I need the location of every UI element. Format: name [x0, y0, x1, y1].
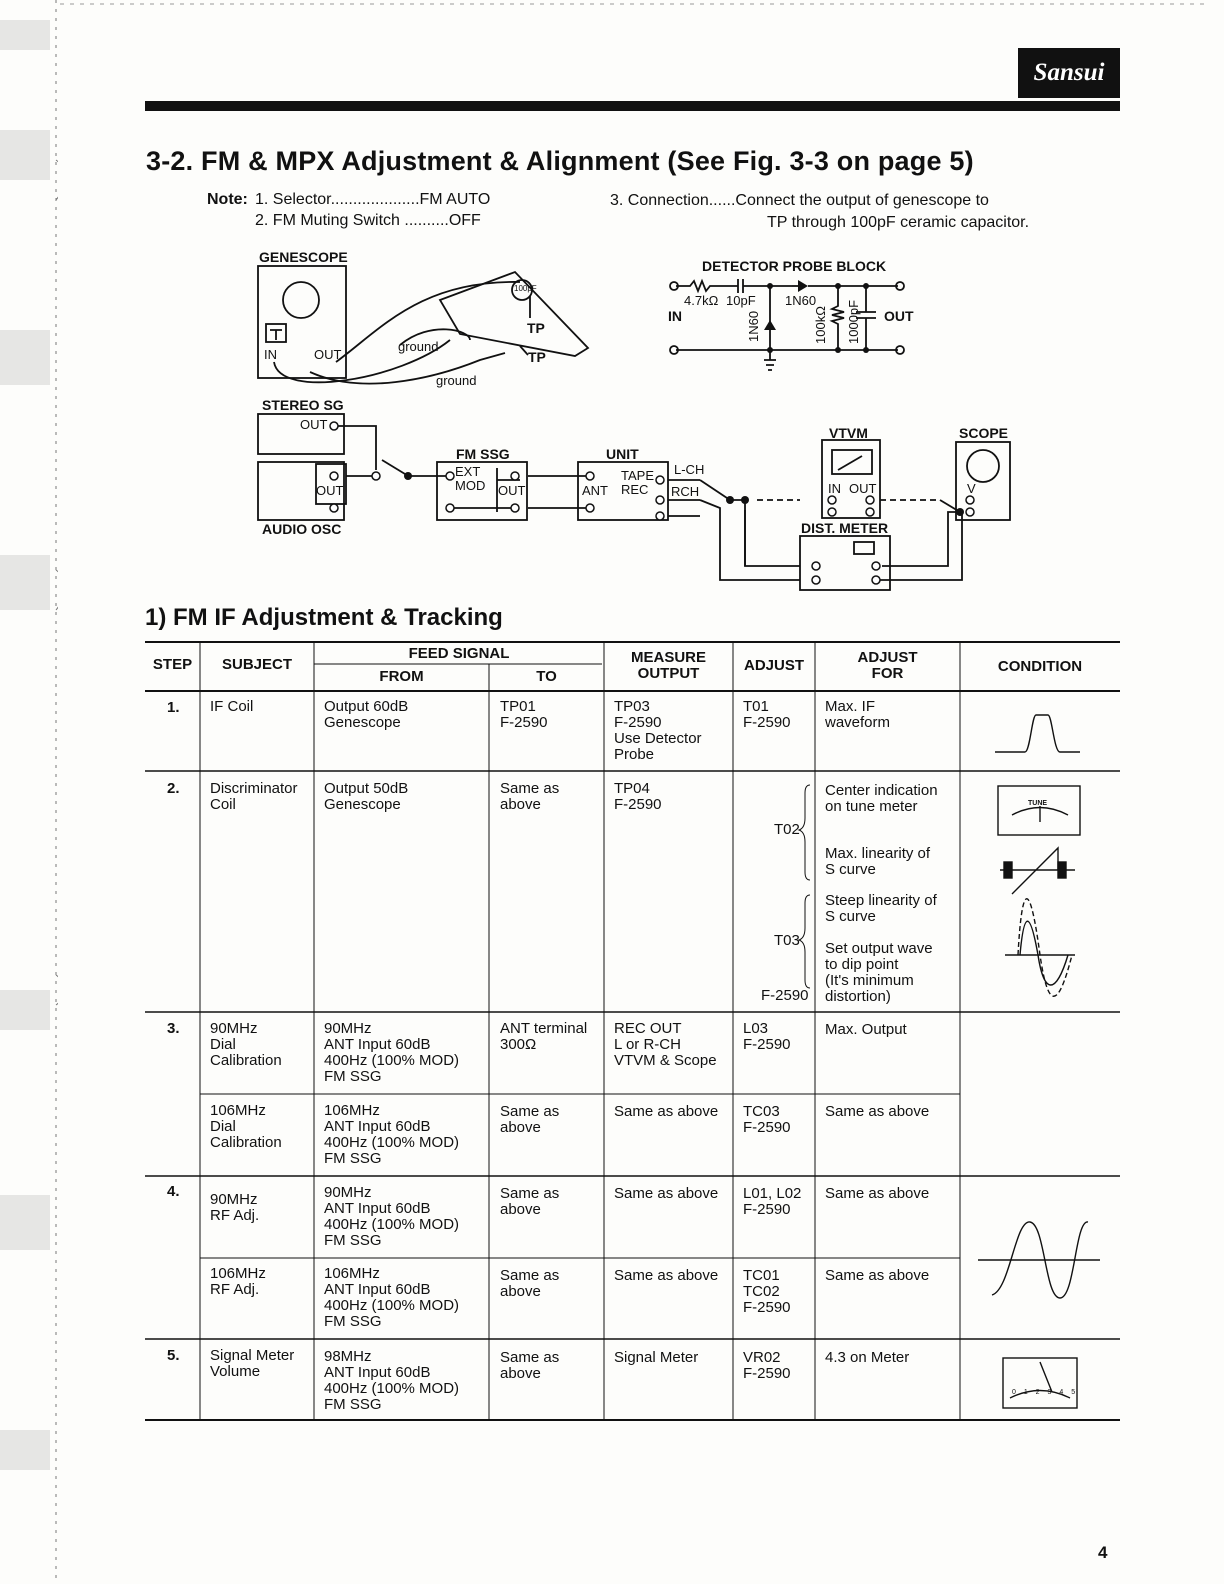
page-number: 4 [1098, 1543, 1108, 1562]
row3b-from: 106MHz ANT Input 60dB 400Hz (100% MOD) FM SSG [324, 1102, 460, 1167]
tune-meter-label: TUNE [1028, 800, 1048, 807]
row5-subject: Signal Meter Volume [210, 1347, 295, 1380]
note-connection: 3. Connection......Connect the output of genescope to [610, 192, 989, 209]
row2-for-max-linearity: Max. linearity of S curve [825, 845, 931, 878]
detector-resistor2-label: 100kΩ [813, 306, 828, 344]
genescope-label: GENESCOPE [259, 249, 348, 265]
row3a-to: ANT terminal 300Ω [500, 1020, 588, 1053]
row5-adjust-for: 4.3 on Meter [825, 1349, 910, 1366]
ground-label-1: ground [398, 339, 439, 354]
row5-step: 5. [167, 1347, 180, 1364]
fm-ssg-label: FM SSG [456, 446, 510, 462]
row5-to: Same as above [500, 1349, 560, 1382]
vtvm-out-label: OUT [849, 481, 877, 496]
row4a-adjust-for: Same as above [825, 1185, 930, 1202]
signal-meter-scale: 0 1 2 3 4 5 [1012, 1389, 1079, 1396]
subsection-title: 1) FM IF Adjustment & Tracking [145, 604, 503, 631]
section-title: 3-2. FM & MPX Adjustment & Alignment (See Fig. 3-3 on page 5) [146, 146, 974, 176]
fm-ssg-ext-label: EXT [455, 464, 481, 479]
audio-osc-label: AUDIO OSC [262, 521, 342, 537]
row1-adjust-for: Max. IF waveform [825, 698, 891, 731]
header-step: STEP [152, 656, 193, 673]
row4a-to: Same as above [500, 1185, 560, 1218]
stereo-sg-label: STEREO SG [262, 397, 344, 413]
row3a-adjust: L03 F-2590 [743, 1020, 791, 1053]
detector-diode-label: 1N60 [785, 293, 817, 308]
row4-step: 4. [167, 1183, 180, 1200]
row3a-adjust-for: Max. Output [825, 1021, 907, 1038]
row3b-to: Same as above [500, 1103, 560, 1136]
row4b-adjust-for: Same as above [825, 1267, 930, 1284]
row2-for-dip-point: Set output wave to dip point (It's minimum distortion) [825, 940, 933, 1005]
row4b-adjust: TC01 TC02 F-2590 [743, 1267, 791, 1316]
unit-tape-label: TAPE [621, 468, 654, 483]
row2-from: Output 50dB Genescope [324, 780, 409, 813]
note-selector: 1. Selector....................FM AUTO [255, 191, 491, 208]
row3b-adjust-for: Same as above [825, 1103, 930, 1120]
row3b-measure: Same as above [614, 1103, 719, 1120]
vtvm-in-label: IN [828, 481, 841, 496]
detector-probe-title: DETECTOR PROBE BLOCK [702, 258, 887, 274]
capacitor-label: 100pF [514, 284, 537, 293]
vtvm-label: VTVM [829, 425, 868, 441]
row3-step: 3. [167, 1020, 180, 1037]
row4a-measure: Same as above [614, 1185, 719, 1202]
row5-adjust: VR02 F-2590 [743, 1349, 791, 1382]
row2-adjust-t02: T02 [774, 821, 800, 838]
tp-label-1: TP [527, 320, 545, 336]
audio-osc-out-label: OUT [316, 483, 344, 498]
row4a-from: 90MHz ANT Input 60dB 400Hz (100% MOD) FM SSG [324, 1184, 460, 1249]
scope-label: SCOPE [959, 425, 1009, 441]
note-connection-cont: TP through 100pF ceramic capacitor. [767, 214, 1030, 231]
header-to: TO [536, 668, 557, 685]
header-measure-output: MEASURE OUTPUT [630, 649, 706, 682]
row3a-measure: REC OUT L or R-CH VTVM & Scope [614, 1020, 717, 1069]
note-muting: 2. FM Muting Switch ..........OFF [255, 212, 481, 229]
row5-measure: Signal Meter [614, 1349, 699, 1366]
header-adjust: ADJUST [743, 657, 804, 674]
unit-rch-label: RCH [671, 484, 700, 499]
row4a-subject: 90MHz RF Adj. [210, 1191, 260, 1224]
row2-adjust-t03: T03 [774, 932, 800, 949]
row4a-adjust: L01, L02 F-2590 [743, 1185, 802, 1218]
row4b-to: Same as above [500, 1267, 560, 1300]
brand-logo: Sansui [1018, 48, 1120, 98]
detector-cap-label: 10pF [726, 293, 756, 308]
stereo-sg-out-label: OUT [300, 417, 328, 432]
row3a-from: 90MHz ANT Input 60dB 400Hz (100% MOD) FM SSG [324, 1020, 460, 1085]
header-condition: CONDITION [997, 658, 1083, 675]
row1-to: TP01 F-2590 [500, 698, 548, 731]
genescope-in-label: IN [264, 347, 277, 362]
detector-in-label: IN [668, 308, 682, 324]
row1-subject: IF Coil [210, 698, 254, 715]
row2-for-center: Center indication on tune meter [825, 782, 938, 815]
unit-rec-label: REC [621, 482, 649, 497]
row2-step: 2. [167, 780, 180, 797]
row4b-from: 106MHz ANT Input 60dB 400Hz (100% MOD) FM SSG [324, 1265, 460, 1330]
row1-from: Output 60dB Genescope [324, 698, 409, 731]
unit-lch-label: L-CH [674, 462, 705, 477]
row4b-measure: Same as above [614, 1267, 719, 1284]
row3a-subject: 90MHz Dial Calibration [210, 1020, 282, 1069]
row2-subject: Discriminator Coil [210, 780, 298, 813]
header-feed-signal: FEED SIGNAL [408, 645, 510, 662]
row1-measure: TP03 F-2590 Use Detector Probe [614, 698, 702, 763]
header-subject: SUBJECT [221, 656, 292, 673]
genescope-out-label: OUT [314, 347, 342, 362]
row4b-subject: 106MHz RF Adj. [210, 1265, 266, 1298]
fm-ssg-mod-label: MOD [455, 478, 486, 493]
row2-to: Same as above [500, 780, 560, 813]
header-adjust-for: ADJUST FOR [857, 649, 918, 682]
tp-label-2: TP [528, 349, 546, 365]
row2-for-steep-linearity: Steep linearity of S curve [825, 892, 937, 925]
unit-label: UNIT [606, 446, 639, 462]
detector-out-label: OUT [884, 308, 914, 324]
scope-v-label: V [967, 481, 976, 496]
row3b-adjust: TC03 F-2590 [743, 1103, 791, 1136]
detector-diode2-label: 1N60 [746, 310, 761, 342]
row2-adjust-f2590: F-2590 [761, 987, 809, 1004]
row5-from: 98MHz ANT Input 60dB 400Hz (100% MOD) FM SSG [324, 1348, 460, 1413]
ground-label-2: ground [436, 373, 477, 388]
header-from: FROM [379, 668, 424, 685]
fm-ssg-out-label: OUT [498, 483, 526, 498]
note-label: Note: [207, 191, 248, 208]
row2-measure: TP04 F-2590 [614, 780, 662, 813]
dist-meter-label: DIST. METER [801, 520, 889, 536]
unit-ant-label: ANT [582, 483, 608, 498]
row1-step: 1. [167, 699, 180, 716]
detector-cap2-label: 1000pF [846, 299, 861, 344]
row3b-subject: 106MHz Dial Calibration [210, 1102, 282, 1151]
row1-adjust: T01 F-2590 [743, 698, 791, 731]
detector-resistor-label: 4.7kΩ [684, 293, 719, 308]
